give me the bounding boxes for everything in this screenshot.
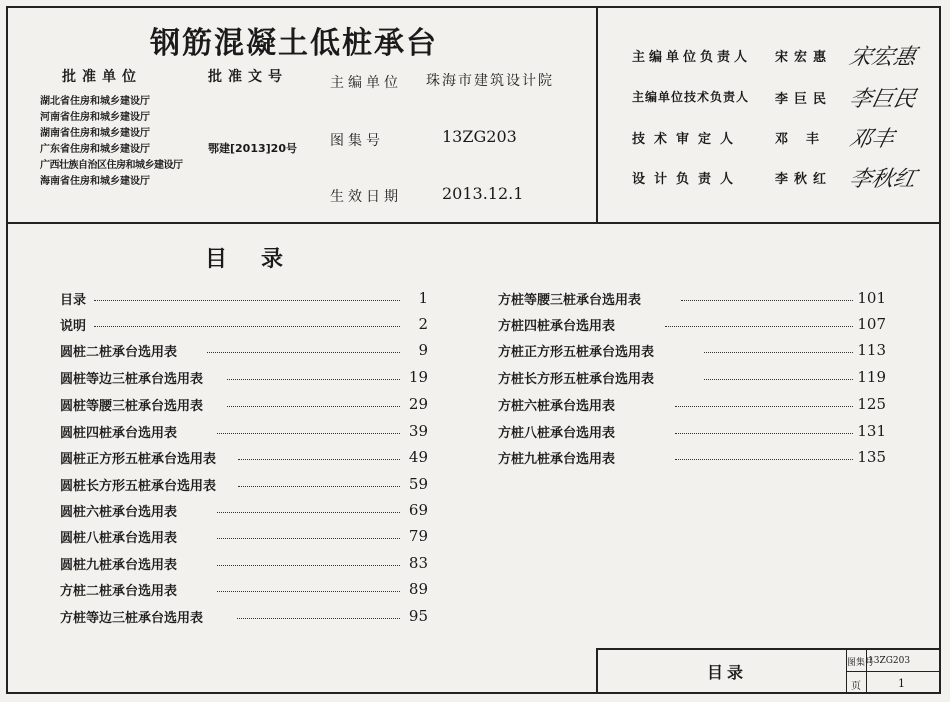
editor-unit: 珠海市建筑设计院 bbox=[426, 73, 554, 89]
toc-item-page: 39 bbox=[408, 422, 428, 440]
toc-item-name: 说明 bbox=[60, 318, 87, 334]
toc-leader bbox=[217, 565, 400, 566]
approval-unit-2: 河南省住房和城乡建设厅 bbox=[40, 112, 150, 123]
toc-item[interactable] bbox=[498, 444, 886, 470]
signature-name-4: 李秋红 bbox=[775, 172, 833, 187]
signature-name-2: 李巨民 bbox=[775, 92, 833, 107]
toc-leader bbox=[217, 538, 400, 539]
toc-item-page: 125 bbox=[857, 395, 886, 413]
toc-item-name: 方桩九桩承台选用表 bbox=[498, 451, 616, 467]
signature-role-1: 主编单位负责人 bbox=[632, 50, 752, 65]
title-block-left-border bbox=[596, 648, 598, 694]
toc-item[interactable] bbox=[60, 603, 428, 629]
signature-role-3: 技术审定人 bbox=[632, 132, 743, 147]
toc-leader bbox=[681, 300, 853, 301]
toc-item[interactable] bbox=[60, 471, 428, 497]
handwritten-signature-3: 邓丰 bbox=[846, 127, 897, 152]
toc-item-page: 69 bbox=[408, 501, 428, 519]
toc-item-name: 圆桩六桩承台选用表 bbox=[60, 504, 178, 520]
toc-item-name: 圆桩长方形五桩承台选用表 bbox=[60, 478, 217, 494]
toc-leader bbox=[704, 352, 853, 353]
toc-item-name: 圆桩等边三桩承台选用表 bbox=[60, 371, 204, 387]
toc-item-page: 29 bbox=[408, 395, 428, 413]
toc-item-page: 2 bbox=[418, 315, 428, 333]
title-block-top-border bbox=[596, 648, 941, 650]
approval-unit-3: 湖南省住房和城乡建设厅 bbox=[40, 128, 150, 139]
toc-leader bbox=[675, 406, 853, 407]
toc-item[interactable] bbox=[498, 418, 886, 444]
toc-item-page: 19 bbox=[408, 368, 428, 386]
toc-item[interactable] bbox=[60, 444, 428, 470]
title-block-divider bbox=[846, 671, 941, 672]
signature-name-1: 宋宏惠 bbox=[775, 50, 833, 65]
toc-item-page: 59 bbox=[408, 475, 428, 493]
toc-item[interactable] bbox=[60, 311, 428, 337]
approval-unit-1: 湖北省住房和城乡建设厅 bbox=[40, 96, 150, 107]
toc-leader bbox=[217, 512, 400, 513]
approval-unit-6: 海南省住房和城乡建设厅 bbox=[40, 176, 150, 187]
toc-leader bbox=[704, 379, 853, 380]
toc-item-page: 113 bbox=[857, 341, 886, 359]
toc-item[interactable] bbox=[60, 337, 428, 363]
atlas-no: 13ZG203 bbox=[442, 127, 517, 146]
toc-leader bbox=[675, 459, 853, 460]
title-block-page-label: 页 bbox=[851, 681, 861, 692]
toc-item[interactable] bbox=[498, 311, 886, 337]
toc-item[interactable] bbox=[60, 523, 428, 549]
toc-item[interactable] bbox=[498, 364, 886, 390]
toc-leader bbox=[217, 591, 400, 592]
toc-item-name: 方桩正方形五桩承台选用表 bbox=[498, 344, 655, 360]
title-block-name: 目录 bbox=[707, 663, 748, 682]
toc-leader bbox=[238, 459, 400, 460]
toc-item[interactable] bbox=[60, 285, 428, 311]
toc-item-name: 圆桩正方形五桩承台选用表 bbox=[60, 451, 217, 467]
toc-item-name: 方桩四桩承台选用表 bbox=[498, 318, 616, 334]
toc-heading: 目录 bbox=[205, 247, 318, 272]
title-block-page-no: 1 bbox=[898, 677, 905, 690]
toc-item-name: 方桩长方形五桩承台选用表 bbox=[498, 371, 655, 387]
toc-item-name: 圆桩二桩承台选用表 bbox=[60, 344, 178, 360]
toc-leader bbox=[238, 486, 400, 487]
toc-item-page: 9 bbox=[418, 341, 428, 359]
toc-item-page: 95 bbox=[408, 607, 428, 625]
toc-item-page: 49 bbox=[408, 448, 428, 466]
toc-item[interactable] bbox=[498, 285, 886, 311]
approval-unit-4: 广东省住房和城乡建设厅 bbox=[40, 144, 150, 155]
toc-item[interactable] bbox=[60, 391, 428, 417]
toc-item-page: 101 bbox=[857, 289, 886, 307]
signature-role-4: 设计负责人 bbox=[632, 172, 743, 187]
toc-item-page: 107 bbox=[857, 315, 886, 333]
approval-doc-label: 批准文号 bbox=[208, 69, 288, 85]
toc-item[interactable] bbox=[60, 550, 428, 576]
signature-name-3: 邓丰 bbox=[775, 132, 838, 147]
approval-unit-5: 广西壮族自治区住房和城乡建设厅 bbox=[40, 160, 183, 171]
toc-item-name: 方桩等边三桩承台选用表 bbox=[60, 610, 204, 626]
toc-item-page: 135 bbox=[857, 448, 886, 466]
title-block-atlas-no: 13ZG203 bbox=[868, 656, 911, 666]
toc-item[interactable] bbox=[60, 497, 428, 523]
toc-item[interactable] bbox=[498, 337, 886, 363]
effective-date-label: 生效日期 bbox=[330, 189, 402, 205]
atlas-no-label: 图集号 bbox=[330, 133, 384, 149]
toc-item-page: 83 bbox=[408, 554, 428, 572]
toc-item-name: 方桩六桩承台选用表 bbox=[498, 398, 616, 414]
toc-item[interactable] bbox=[60, 576, 428, 602]
toc-item-name: 目录 bbox=[60, 292, 87, 308]
handwritten-signature-4: 李秋红 bbox=[846, 167, 919, 192]
toc-leader bbox=[227, 406, 400, 407]
signature-role-2: 主编单位技术负责人 bbox=[632, 90, 750, 104]
toc-item-name: 方桩等腰三桩承台选用表 bbox=[498, 292, 642, 308]
toc-leader bbox=[675, 433, 853, 434]
toc-item-name: 方桩八桩承台选用表 bbox=[498, 425, 616, 441]
approval-unit-label: 批准单位 bbox=[62, 69, 142, 85]
toc-item-page: 79 bbox=[408, 527, 428, 545]
toc-leader bbox=[207, 352, 400, 353]
toc-item-page: 131 bbox=[857, 422, 886, 440]
signature-divider bbox=[596, 6, 598, 223]
toc-leader bbox=[217, 433, 400, 434]
toc-item-page: 1 bbox=[418, 289, 428, 307]
toc-item[interactable] bbox=[498, 391, 886, 417]
toc-item-page: 119 bbox=[857, 368, 886, 386]
toc-item-name: 圆桩等腰三桩承台选用表 bbox=[60, 398, 204, 414]
title-block-atlas-label: 图集号 bbox=[847, 658, 875, 668]
toc-item-name: 圆桩九桩承台选用表 bbox=[60, 557, 178, 573]
toc-leader bbox=[227, 379, 400, 380]
toc-item-name: 方桩二桩承台选用表 bbox=[60, 583, 178, 599]
toc-leader bbox=[94, 300, 400, 301]
toc-leader bbox=[237, 618, 400, 619]
handwritten-signature-1: 宋宏惠 bbox=[846, 45, 919, 70]
toc-item[interactable] bbox=[60, 418, 428, 444]
toc-item-name: 圆桩八桩承台选用表 bbox=[60, 530, 178, 546]
toc-leader bbox=[94, 326, 400, 327]
editor-unit-label: 主编单位 bbox=[330, 75, 402, 91]
toc-item-page: 89 bbox=[408, 580, 428, 598]
toc-item-name: 圆桩四桩承台选用表 bbox=[60, 425, 178, 441]
effective-date: 2013.12.1 bbox=[442, 184, 524, 203]
toc-item[interactable] bbox=[60, 364, 428, 390]
handwritten-signature-2: 李巨民 bbox=[846, 87, 919, 112]
header-divider bbox=[6, 222, 941, 224]
toc-leader bbox=[665, 326, 853, 327]
page-title: 钢筋混凝土低桩承台 bbox=[150, 26, 438, 61]
approval-doc-number: 鄂建[2013]20号 bbox=[208, 142, 297, 155]
